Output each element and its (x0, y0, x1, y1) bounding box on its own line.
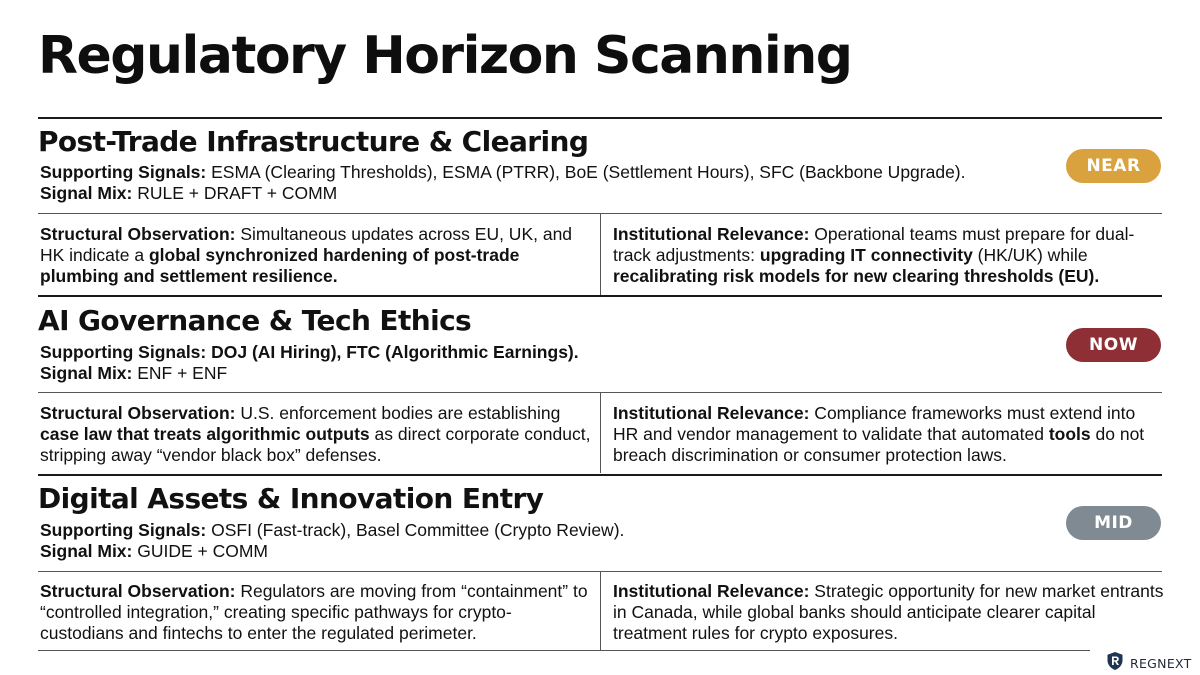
supporting-signals (40, 520, 624, 541)
institutional-relevance (613, 403, 1165, 466)
relevance-emphasis: upgrading IT connectivity (759, 245, 973, 265)
timing-badge-now: NOW (1066, 328, 1161, 362)
relevance-text: Operational teams must prepare for dual-track adjustments: (613, 224, 1135, 265)
relevance-text: Compliance frameworks must extend into HR and vendor management to validate that automated (613, 403, 1136, 444)
structural-observation (40, 224, 592, 287)
signal-mix (40, 541, 268, 562)
signal-mix-label: Signal Mix: (40, 541, 133, 561)
signal-mix-value: ENF + ENF (132, 363, 228, 383)
signal-mix-label: Signal Mix: (40, 363, 133, 383)
brand-name: REGNEXT (1130, 656, 1192, 671)
supporting-signals-label: Supporting Signals: (40, 342, 207, 362)
relevance-emphasis: recalibrating risk models for new clearing thresholds (EU). (613, 266, 1100, 286)
signal-mix-value: RULE + DRAFT + COMM (132, 183, 338, 203)
observation-text: U.S. enforcement bodies are establishing (235, 403, 561, 423)
structural-observation (40, 581, 592, 644)
structural-observation-label: Structural Observation: (40, 403, 236, 423)
signal-mix-value: GUIDE + COMM (132, 541, 269, 561)
observation-text: Regulators are moving from “containment” to “controlled integration,” creating specific pathways for crypto-custodians and fintechs to enter the regulated perimeter. (40, 581, 588, 643)
column-divider (600, 393, 601, 473)
signal-mix (40, 363, 227, 384)
section-title: AI Governance & Tech Ethics (38, 304, 472, 337)
institutional-relevance-label: Institutional Relevance: (613, 581, 810, 601)
structural-observation (40, 403, 592, 466)
institutional-relevance (613, 581, 1165, 644)
section-divider (38, 474, 1162, 476)
supporting-signals-label: Supporting Signals: (40, 162, 207, 182)
page-title: Regulatory Horizon Scanning (38, 26, 852, 86)
column-divider (600, 572, 601, 650)
section-title: Post-Trade Infrastructure & Clearing (38, 125, 589, 158)
shield-r-icon (1106, 651, 1124, 675)
brand-mark (1106, 651, 1192, 675)
observation-emphasis: case law that treats algorithmic outputs (40, 424, 370, 444)
supporting-signals-value: ESMA (Clearing Thresholds), ESMA (PTRR), BoE (Settlement Hours), SFC (Backbone Upgrade). (206, 162, 966, 182)
supporting-signals-label: Supporting Signals: (40, 520, 207, 540)
observation-text: Simultaneous updates across EU, UK, and HK indicate a (40, 224, 573, 265)
section-divider (38, 295, 1162, 297)
supporting-signals-value: OSFI (Fast-track), Basel Committee (Crypto Review). (206, 520, 625, 540)
supporting-signals-value: DOJ (AI Hiring), FTC (Algorithmic Earnings). (206, 342, 579, 362)
signal-mix (40, 183, 337, 204)
institutional-relevance (613, 224, 1165, 287)
institutional-relevance-label: Institutional Relevance: (613, 224, 810, 244)
structural-observation-label: Structural Observation: (40, 581, 236, 601)
structural-observation-label: Structural Observation: (40, 224, 236, 244)
timing-badge-near: NEAR (1066, 149, 1161, 183)
supporting-signals (40, 342, 579, 363)
signal-mix-label: Signal Mix: (40, 183, 133, 203)
column-divider (600, 214, 601, 295)
section-title: Digital Assets & Innovation Entry (38, 482, 544, 515)
observation-text: as direct corporate conduct, stripping away “vendor black box” defenses. (40, 424, 591, 465)
supporting-signals (40, 162, 966, 183)
relevance-text: (HK/UK) while (972, 245, 1088, 265)
institutional-relevance-label: Institutional Relevance: (613, 403, 810, 423)
relevance-text: Strategic opportunity for new market entrants in Canada, while global banks should anticipate clearer capital treatment rules for crypto exposures. (613, 581, 1164, 643)
observation-emphasis: global synchronized hardening of post-trade plumbing and settlement resilience. (40, 245, 520, 286)
section-divider (38, 650, 1090, 651)
relevance-text: do not breach discrimination or consumer protection laws. (613, 424, 1145, 465)
timing-badge-mid: MID (1066, 506, 1161, 540)
section-divider (38, 117, 1162, 119)
relevance-emphasis: tools (1048, 424, 1091, 444)
